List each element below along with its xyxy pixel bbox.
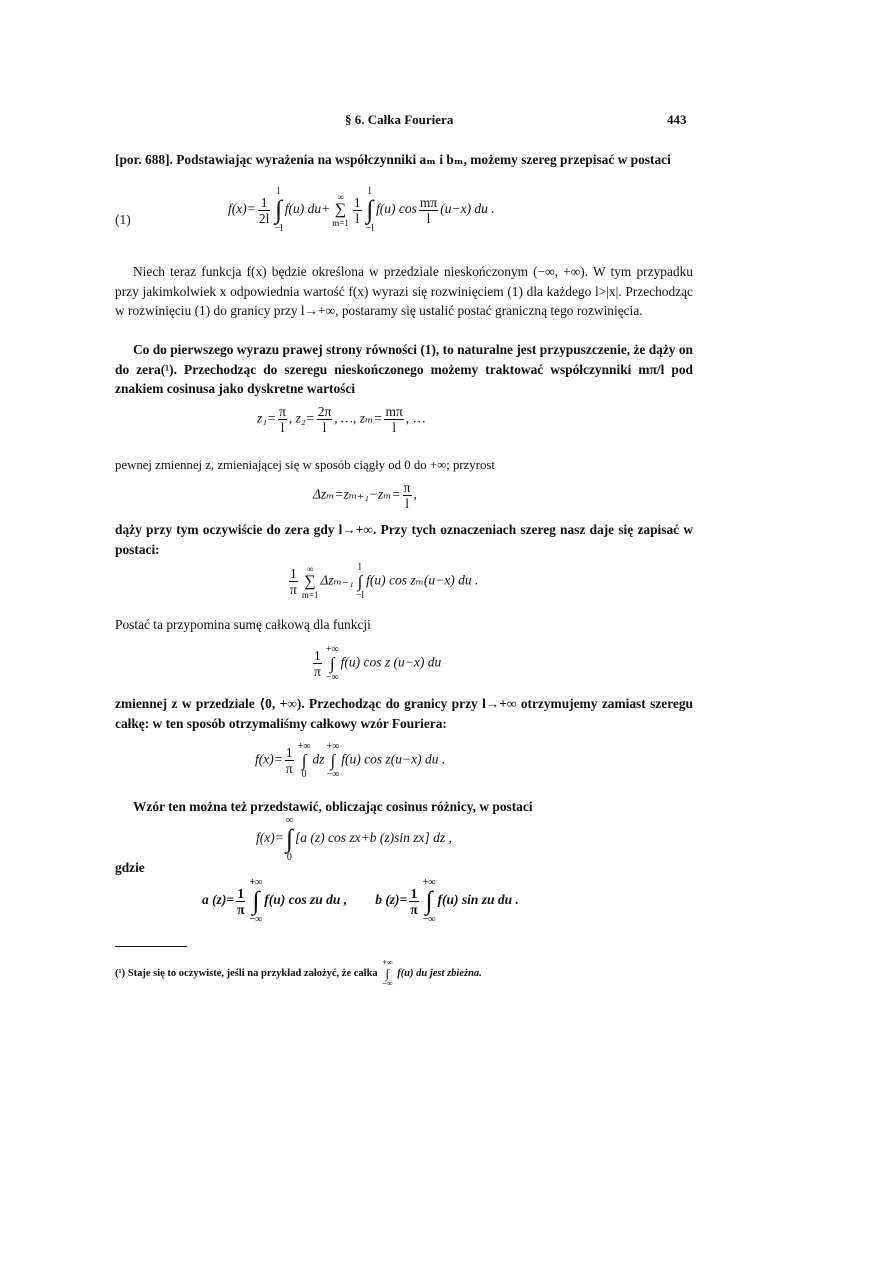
page-number: 443: [667, 112, 687, 127]
paragraph-6: Postać ta przypomina sumę całkową dla funkcji: [115, 617, 371, 632]
footnote: (¹) Staje się to oczywiste, jeśli na przykład założyć, że całka +∞ ∫ −∞ f(u) du jest zbieżna.: [115, 958, 482, 988]
equation-a-b-coefficients: a (z)= $\frac{1}{\pi}$ +∞ ∫ −∞ f(u) cos zu du , b (z)= $\frac{1}{\pi}$ +∞ ∫ −∞ f(u) sin zu du .: [202, 877, 519, 925]
integral-symbol: +∞ ∫ −∞: [422, 877, 436, 925]
word-gdzie: gdzie: [115, 860, 145, 875]
paragraph-2: Niech teraz funkcja f(x) będzie określona w przedziale nieskończonym (−∞, +∞). W tym przypadku przy jakimkolwiek x odpowiednia wartość f(x) wyrazi się rozwinięciem (1) dla każdego l>|x|. Przechodząc w rozwinięciu (1) do granicy przy l→+∞, postaramy się ustalić postać graniczną tego rozwinięcia.: [115, 264, 693, 318]
equation-sum-form: $\frac{1}{\pi}$ ∞ ∑ m=1 Δzₘ₋₁ l ∫ −l f(u) cos zₘ(u−x) du .: [290, 562, 479, 601]
paragraph-4: pewnej zmiennej z, zmieniającej się w sposób ciągły od 0 do +∞; przyrost: [115, 458, 495, 472]
eq1-fraction-3: $\frac{m\pi}{l}$: [419, 194, 438, 226]
integral-symbol: +∞ ∫ −∞: [382, 958, 393, 988]
delta-z-fraction: $\frac{\pi}{l}$: [403, 480, 411, 511]
equation-1: [228, 186, 495, 234]
one-over-pi: $\frac{1}{\pi}$: [314, 648, 321, 679]
paragraph-1: [por. 688]. Podstawiając wyrażenia na współczynniki aₘ i bₘ, możemy szereg przepisać w postaci: [115, 152, 671, 167]
one-over-pi: $\frac{1}{\pi}$: [237, 885, 245, 917]
z1-fraction: $\frac{\pi}{l}$: [279, 404, 286, 435]
integral-symbol: l ∫ −l: [355, 562, 365, 601]
zm-fraction: $\frac{m\pi}{l}$: [385, 404, 403, 435]
equation-integral-function: $\frac{1}{\pi}$ +∞ ∫ −∞ f(u) cos z (u−x) du: [314, 644, 442, 683]
running-head-section: § 6. Całka Fouriera: [345, 112, 454, 127]
integral-symbol: l ∫ −l: [274, 186, 283, 234]
integral-symbol: +∞ ∫ −∞: [326, 741, 340, 780]
eq1-lhs: f(x)=: [228, 201, 256, 217]
equation-cos-sin-form: f(x)= ∞ ∫ 0 [a (z) cos zx+b (z)sin zx] dz ,: [256, 815, 452, 863]
eq1-fraction-2: $\frac{1}{l}$: [353, 194, 361, 226]
integral-symbol: l ∫ −l: [365, 186, 375, 234]
paragraph-8: Wzór ten można też przedstawić, obliczając cosinus różnicy, w postaci: [133, 799, 533, 814]
equation-number-1: (1): [115, 212, 131, 227]
equation-z-values: z₁= $\frac{\pi}{l}$ , z₂= $\frac{2\pi}{l}$ , …, zₘ= $\frac{m\pi}{l}$ , …: [257, 404, 427, 435]
footnote-rule: [115, 946, 187, 947]
integral-symbol: +∞ ∫ −∞: [325, 644, 339, 683]
equation-fourier-integral: f(x)= $\frac{1}{\pi}$ +∞ ∫ 0 dz +∞ ∫ −∞ f(u) cos z(u−x) du .: [255, 741, 446, 780]
paragraph-5: dąży przy tym oczywiście do zera gdy l→+∞. Przy tych oznaczeniach szereg nasz daje się zapisać w postaci:: [115, 522, 693, 557]
equation-delta-z: Δzₘ=zₘ₊₁−zₘ= $\frac{\pi}{l}$ ,: [313, 480, 417, 511]
sum-symbol: ∞ ∑ m=1: [301, 563, 319, 600]
one-over-pi: $\frac{1}{\pi}$: [285, 745, 293, 776]
integral-symbol: ∞ ∫ 0: [285, 815, 293, 863]
integral-symbol: +∞ ∫ −∞: [249, 877, 263, 925]
eq1-part2: f(u) du+: [284, 201, 331, 217]
sum-symbol: ∞ ∑ m=1: [332, 192, 349, 228]
eq1-part4: (u−x) du .: [440, 201, 495, 217]
one-over-pi: $\frac{1}{\pi}$: [290, 566, 297, 597]
eq1-fraction-1: $\frac{1}{2l}$: [258, 194, 270, 226]
one-over-pi: $\frac{1}{\pi}$: [410, 885, 418, 917]
paragraph-3: Co do pierwszego wyrazu prawej strony równości (1), to naturalne jest przypuszczenie, że dąży on do zera(¹). Przechodząc do szeregu nieskończonego możemy traktować współczynniki mπ/l pod znakiem cosinusa jako dyskretne wartości: [115, 342, 693, 396]
paragraph-7: zmiennej z w przedziale ⟨0, +∞). Przechodząc do granicy przy l→+∞ otrzymujemy zamiast szeregu całkę: w ten sposób otrzymaliśmy całkowy wzór Fouriera:: [115, 696, 693, 731]
eq1-part3: f(u) cos: [376, 201, 417, 217]
z2-fraction: $\frac{2\pi}{l}$: [317, 404, 332, 435]
integral-symbol: +∞ ∫ 0: [297, 741, 311, 780]
